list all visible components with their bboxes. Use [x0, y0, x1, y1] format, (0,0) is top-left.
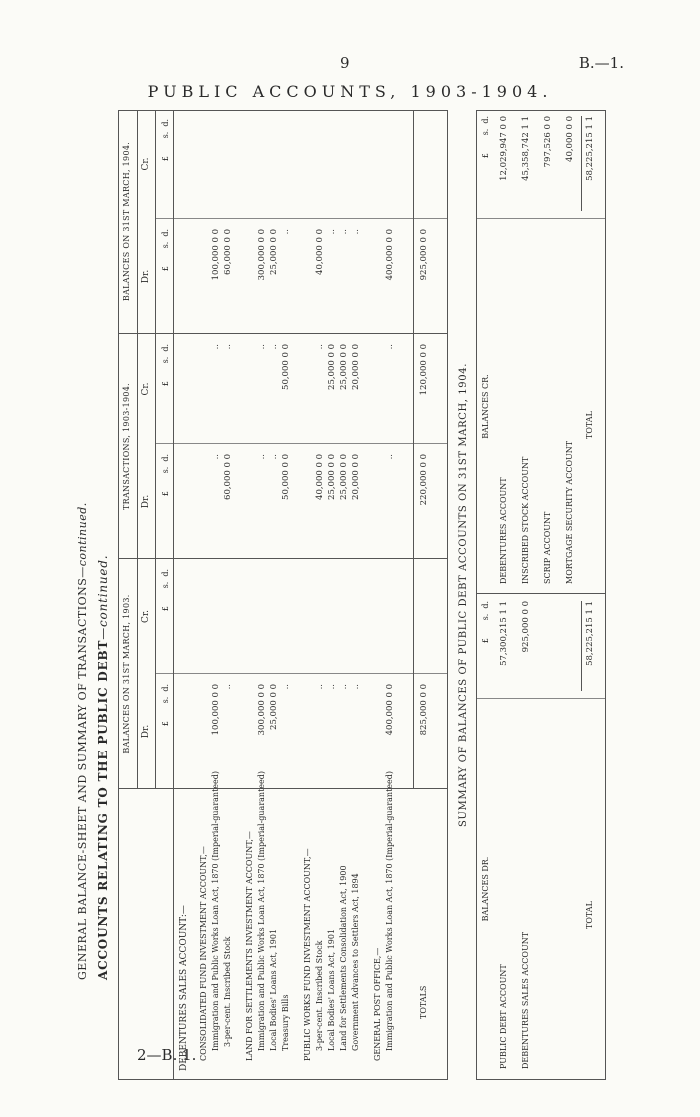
cell-tdr: 60,000 0 0	[223, 454, 233, 500]
cell-tdr: ..	[385, 454, 395, 460]
row-label: 3-per-cent. Inscribed Stock	[315, 940, 324, 1051]
balance-sheet-table	[118, 110, 448, 1080]
summary-cr-label: INSCRIBED STOCK ACCOUNT	[521, 456, 530, 584]
cell-b03dr: 300,000 0 0	[257, 684, 267, 736]
totals-rule	[413, 111, 414, 789]
cell-b03dr: 100,000 0 0	[211, 684, 221, 736]
row-label: PUBLIC WORKS FUND INVESTMENT ACCOUNT,—	[303, 848, 312, 1061]
row-label: Immigration and Public Works Loan Act, 1870 (Imperial-guaranteed)	[211, 771, 220, 1051]
cell-b03dr: ..	[327, 684, 337, 690]
cell-b04dr: ..	[281, 229, 291, 235]
cell-tdr: 20,000 0 0	[351, 454, 361, 500]
cell-b03dr: ..	[315, 684, 325, 690]
summary-dr-value: 925,000 0 0	[521, 601, 531, 653]
cell-tcr: ..	[223, 344, 233, 350]
summary-table	[476, 110, 606, 1080]
cell-tdr: ..	[257, 454, 267, 460]
page-header	[0, 54, 700, 74]
row-label: LAND FOR SETTLEMENTS INVESTMENT ACCOUNT,—	[245, 831, 254, 1061]
summary-dr-total-value: 58,225,215 1 1	[585, 601, 595, 666]
summary-cr-label: DEBENTURES ACCOUNT	[499, 477, 508, 584]
cell-tcr: ..	[257, 344, 267, 350]
header-cr-1904: Cr.	[141, 157, 151, 171]
cell-tdr: ..	[269, 454, 279, 460]
summary-cr-value: 45,358,742 1 1	[521, 116, 531, 181]
page-number: 9	[340, 54, 350, 72]
summary-dr-value: 57,300,215 1 1	[499, 601, 509, 666]
section-title: DEBENTURES SALES ACCOUNT:—	[179, 905, 189, 1071]
summary-dr-label: DEBENTURES SALES ACCOUNT	[521, 931, 530, 1069]
sub-heading: ACCOUNTS RELATING TO THE PUBLIC DEBT—continued.	[96, 554, 110, 980]
row-label: 3-per-cent. Inscribed Stock	[223, 936, 232, 1047]
lsd-header: £ s. d.	[481, 116, 490, 159]
cell-tcr: ..	[269, 344, 279, 350]
cell-tcr: 50,000 0 0	[281, 344, 291, 390]
totals-label: TOTALS	[419, 985, 428, 1019]
cell-b03dr: ..	[339, 684, 349, 690]
cell-b03dr: ..	[281, 684, 291, 690]
summary-cr-label: MORTGAGE SECURITY ACCOUNT	[565, 440, 574, 584]
row-label: CONSOLIDATED FUND INVESTMENT ACCOUNT,—	[199, 846, 208, 1061]
summary-dr-label: PUBLIC DEBT ACCOUNT	[499, 964, 508, 1069]
cell-b04dr: ..	[327, 229, 337, 235]
row-label: Government Advances to Settlers Act, 1894	[351, 873, 360, 1051]
lsd-header: £ s. d.	[161, 119, 170, 162]
cell-b04dr: 25,000 0 0	[269, 229, 279, 275]
cell-b04dr: ..	[351, 229, 361, 235]
cell-tcr: ..	[315, 344, 325, 350]
cell-b04dr: 60,000 0 0	[223, 229, 233, 275]
cell-tcr: ..	[385, 344, 395, 350]
cell-b04dr: 400,000 0 0	[385, 229, 395, 281]
header-dr-trans: Dr.	[141, 494, 151, 509]
header-transactions: TRANSACTIONS, 1903-1904.	[122, 382, 131, 511]
lsd-header: £ s. d.	[161, 229, 170, 272]
cell-tdr: ..	[211, 454, 221, 460]
summary-cr-total-label: TOTAL	[585, 411, 594, 439]
row-label: Immigration and Public Works Loan Act, 1870 (Imperial-guaranteed)	[385, 771, 394, 1051]
cell-tcr: 20,000 0 0	[351, 344, 361, 390]
rotated-table-block	[76, 110, 676, 1100]
cell-b04dr: 925,000 0 0	[419, 229, 429, 281]
cell-b03dr: 25,000 0 0	[269, 684, 279, 730]
cell-tcr: 25,000 0 0	[339, 344, 349, 390]
summary-cr-value: 40,000 0 0	[565, 116, 575, 162]
cell-b04dr: ..	[339, 229, 349, 235]
cell-b04dr: 40,000 0 0	[315, 229, 325, 275]
cell-b03dr: ..	[351, 684, 361, 690]
header-dr-1903: Dr.	[141, 724, 151, 739]
cell-tcr: 120,000 0 0	[419, 344, 429, 396]
cell-tcr: 25,000 0 0	[327, 344, 337, 390]
header-balances-1903: BALANCES ON 31ST MARCH, 1903.	[122, 594, 131, 754]
row-label: Local Bodies' Loans Act, 1901	[269, 928, 278, 1051]
cell-tdr: 40,000 0 0	[315, 454, 325, 500]
page-reference: B.—1.	[578, 54, 624, 72]
lsd-header: £ s. d.	[161, 344, 170, 387]
lsd-header: £ s. d.	[161, 454, 170, 497]
lsd-header: £ s. d.	[161, 569, 170, 612]
cell-tdr: 25,000 0 0	[327, 454, 337, 500]
row-label: Land for Settlements Consolidation Act, 1900	[339, 865, 348, 1051]
row-label: Immigration and Public Works Loan Act, 1870 (Imperial-guaranteed)	[257, 771, 266, 1051]
summary-cr-label: SCRIP ACCOUNT	[543, 511, 552, 584]
summary-total-rule	[581, 116, 582, 211]
cell-tdr: 25,000 0 0	[339, 454, 349, 500]
summary-title: SUMMARY OF BALANCES OF PUBLIC DEBT ACCOUNTS ON 31ST MARCH, 1904.	[458, 363, 469, 827]
summary-dr-caption: BALANCES DR.	[481, 856, 490, 922]
summary-cr-value: 797,526 0 0	[543, 116, 553, 168]
cell-b03dr: ..	[223, 684, 233, 690]
header-balances-1904: BALANCES ON 31ST MARCH, 1904.	[122, 141, 131, 302]
summary-total-rule	[581, 601, 582, 691]
row-label: GENERAL POST OFFICE,—	[373, 947, 382, 1061]
footer-reference: 2—B. 1.	[137, 1046, 197, 1064]
lsd-header: £ s. d.	[481, 601, 490, 644]
cell-b03dr: 400,000 0 0	[385, 684, 395, 736]
page-title: PUBLIC ACCOUNTS, 1903-1904.	[147, 82, 553, 101]
main-heading: GENERAL BALANCE-SHEET AND SUMMARY OF TRANSACTIONS—continued.	[76, 502, 89, 980]
cell-tcr: ..	[211, 344, 221, 350]
cell-b03dr: 825,000 0 0	[419, 684, 429, 736]
lsd-header: £ s. d.	[161, 684, 170, 727]
summary-dr-total-label: TOTAL	[585, 901, 594, 929]
summary-cr-caption: BALANCES CR.	[481, 374, 490, 439]
cell-tdr: 50,000 0 0	[281, 454, 291, 500]
header-cr-1903: Cr.	[141, 609, 151, 624]
row-label: Treasury Bills	[281, 994, 290, 1051]
cell-tdr: 220,000 0 0	[419, 454, 429, 506]
summary-cr-value: 12,029,947 0 0	[499, 116, 509, 181]
row-label: Local Bodies' Loans Act, 1901	[327, 928, 336, 1051]
cell-b04dr: 300,000 0 0	[257, 229, 267, 281]
summary-cr-total-value: 58,225,215 1 1	[585, 116, 595, 181]
header-cr-trans: Cr.	[141, 382, 151, 396]
header-dr-1904: Dr.	[141, 269, 151, 284]
cell-b04dr: 100,000 0 0	[211, 229, 221, 281]
